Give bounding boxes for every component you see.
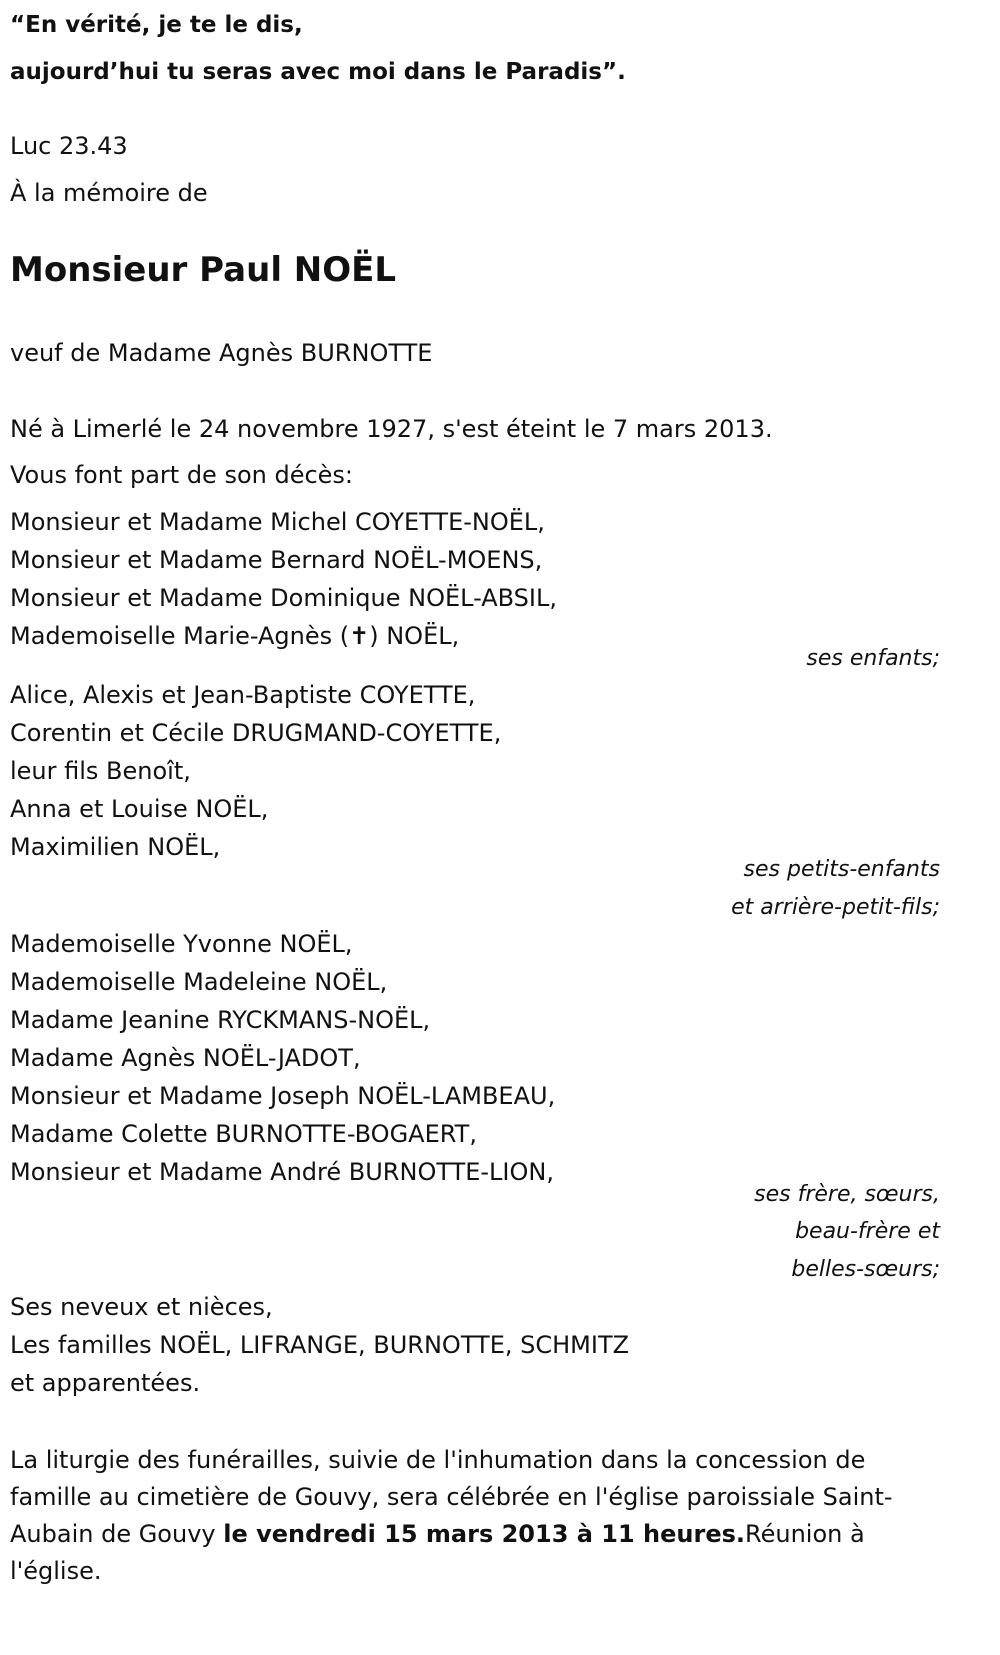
grandchild-line: Anna et Louise NOËL,: [10, 795, 269, 823]
liturgy-meeting: Réunion à l'église.: [10, 1520, 865, 1585]
grandchild-line: Maximilien NOËL,: [10, 833, 221, 861]
grandchild-line: leur fils Benoît,: [10, 757, 191, 785]
grandchild-line: Alice, Alexis et Jean-Baptiste COYETTE,: [10, 681, 476, 709]
grandchildren-label-line: et arrière-petit-fils;: [731, 895, 940, 920]
liturgy-date: le vendredi 15 mars 2013 à 11 heures.: [223, 1520, 746, 1548]
widower-of: veuf de Madame Agnès BURNOTTE: [10, 339, 433, 367]
memory-intro: À la mémoire de: [10, 179, 208, 207]
grandchildren-label-line: ses petits-enfants: [743, 857, 940, 882]
sibling-line: Monsieur et Madame Joseph NOËL-LAMBEAU,: [10, 1082, 556, 1110]
sibling-line: Mademoiselle Yvonne NOËL,: [10, 930, 353, 958]
bible-reference: Luc 23.43: [10, 132, 128, 160]
child-line: Monsieur et Madame Michel COYETTE-NOËL,: [10, 508, 545, 536]
quote-line-2: aujourd’hui tu seras avec moi dans le Paradis”.: [10, 59, 626, 85]
siblings-label-line: ses frère, sœurs,: [754, 1182, 940, 1207]
sibling-line: Madame Jeanine RYCKMANS-NOËL,: [10, 1006, 431, 1034]
grandchild-line: Corentin et Cécile DRUGMAND-COYETTE,: [10, 719, 502, 747]
announce-intro: Vous font part de son décès:: [10, 461, 354, 489]
child-line: Monsieur et Madame Bernard NOËL-MOENS,: [10, 546, 543, 574]
other-relatives-line: et apparentées.: [10, 1369, 201, 1397]
sibling-line: Madame Agnès NOËL-JADOT,: [10, 1044, 361, 1072]
birth-death: Né à Limerlé le 24 novembre 1927, s'est éteint le 7 mars 2013.: [10, 415, 773, 443]
child-line: Mademoiselle Marie-Agnès (✝) NOËL,: [10, 622, 460, 650]
quote-line-1: “En vérité, je te le dis,: [10, 12, 303, 38]
children-label: ses enfants;: [806, 646, 940, 671]
liturgy-paragraph: [10, 1442, 940, 1590]
siblings-label-line: beau-frère et: [795, 1219, 940, 1244]
deceased-name: Monsieur Paul NOËL: [10, 250, 397, 290]
liturgy-text: La liturgie des funérailles, suivie de l'inhumation dans la concession de famille au cimetière de Gouvy, sera célébrée en l'église paroissiale Saint-Aubain de Gouvy: [10, 1446, 893, 1548]
child-line: Monsieur et Madame Dominique NOËL-ABSIL,: [10, 584, 557, 612]
sibling-line: Madame Colette BURNOTTE-BOGAERT,: [10, 1120, 477, 1148]
sibling-line: Monsieur et Madame André BURNOTTE-LION,: [10, 1158, 554, 1186]
siblings-label-line: belles-sœurs;: [791, 1257, 940, 1282]
other-relatives-line: Ses neveux et nièces,: [10, 1293, 273, 1321]
other-relatives-line: Les familles NOËL, LIFRANGE, BURNOTTE, SCHMITZ: [10, 1331, 630, 1359]
sibling-line: Mademoiselle Madeleine NOËL,: [10, 968, 388, 996]
